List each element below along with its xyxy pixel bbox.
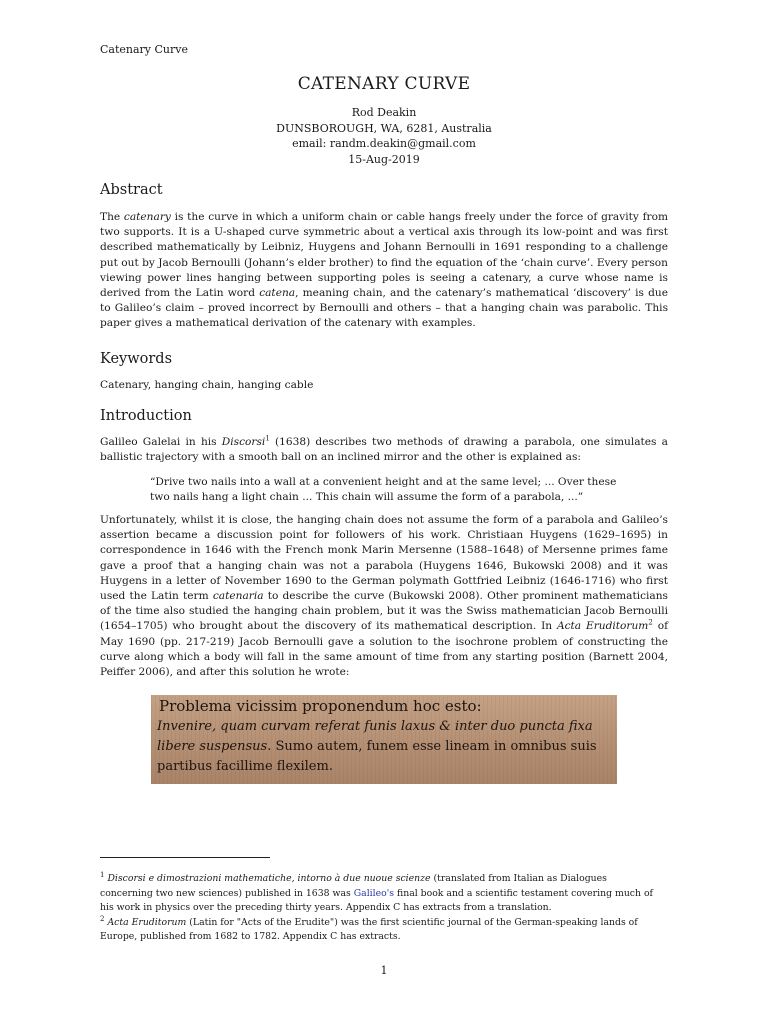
- footnote-ref-1[interactable]: 1: [265, 434, 270, 443]
- abstract-body: The catenary is the curve in which a uniform chain or cable hangs freely under the force of gravity from two supports. It is a U-shaped curve symmetric about a vertical axis through its low-point and was first described mathematically by Leibniz, Huygens and Johann Bernoulli in 1691 responding to a challenge put out by Jacob Bernoulli (Johann’s elder brother) to find the equation of the ‘chain curve’. Every person viewing power lines hanging between supporting poles is seeing a catenary, a curve whose name is derived from the Latin word catena, meaning chain, and the catenary’s mathematical ‘discovery’ is due to Galileo’s claim – proved incorrect by Bernoulli and others – that a hanging chain was parabolic. This paper gives a mathematical derivation of the catenary with examples.: [100, 211, 669, 330]
- latin-text-scan-image: [151, 695, 617, 784]
- footnote-rule: [100, 857, 270, 858]
- intro-paragraph-2: Unfortunately, whilst it is close, the hanging chain does not assume the form of a parabola and Galileo’s assertion became a discussion point for followers of his work. Christiaan Huygens (1629–1695) in correspondence in 1646 with the French monk Marin Mersenne (1588–1648) of Mersenne primes fame gave a proof that a hanging chain was not a parabola (Huygens 1646, Bukowski 2008) and it was Huygens in a letter of November 1690 to the German polymath Gottfried Leibniz (1646-1716) who first used the Latin term catenaria to describe the curve (Bukowski 2008). Other prominent mathematicians of the time also studied the hanging chain problem, but it was the Swiss mathematician Jacob Bernoulli (1654–1705) who brought about the discovery of its mathematical description. In Acta Eruditorum$^2$ of May 1690 (pp. 217-219) Jacob Bernoulli gave a solution to the isochrone problem of constructing the curve along which a body will fall in the same amount of time from any starting position (Barnett 2004, Peiffer 2006), and after this solution he wrote:: [100, 514, 668, 679]
- scan-line-4: partibus facillime flexilem.: [157, 759, 333, 774]
- introduction-heading: Introduction: [100, 408, 192, 424]
- paper-title: CATENARY CURVE: [297, 74, 471, 94]
- author-email[interactable]: email: randm.deakin@gmail.com: [292, 137, 476, 150]
- keywords-text: Catenary, hanging chain, hanging cable: [100, 379, 314, 391]
- footnote-ref-2[interactable]: 2: [648, 618, 653, 627]
- running-head: Catenary Curve: [100, 43, 188, 56]
- author-name: Rod Deakin: [351, 106, 417, 119]
- abstract-heading: Abstract: [100, 182, 163, 198]
- galileo-quote: “Drive two nails into a wall at a convenient height and at the same level; ... Over these two nails hang a light chain ... This chain will assume the form of a parabola, ...”: [150, 476, 617, 504]
- footnote-2: $^2$ Acta Eruditorum (Latin for "Acts of the Erudite") was the first scientific journal of the German-speaking lands of Europe, published from 1682 to 1782. Appendix C has extracts.: [100, 914, 638, 942]
- intro-paragraph-1: Galileo Galelai in his Discorsi$^1$ (1638) describes two methods of drawing a parabola, one simulates a ballistic trajectory with a smooth ball on an inclined mirror and the other is explained as:: [100, 434, 668, 464]
- author-address: DUNSBOROUGH, WA, 6281, Australia: [276, 121, 492, 135]
- scan-line-2: Invenire, quam curvam referat funis laxus & inter duo puncta fixa: [157, 719, 593, 734]
- author-block: [0, 105, 768, 167]
- footnote-1: $^1$ Discorsi e dimostrazioni mathematiche, intorno à due nuoue scienze (translated from Italian as Dialogues concerning two new sciences) published in 1638 was Galileo's final book and a scientific testament covering much of his work in physics over the preceding thirty years. Appendix C has extracts from a translation.: [100, 870, 653, 913]
- galileo-link[interactable]: Galileo's: [353, 887, 395, 899]
- scan-line-3: libere suspensus. Sumo autem, funem esse lineam in omnibus suis: [157, 739, 597, 754]
- footnotes: [100, 872, 660, 945]
- page-number: 1: [380, 964, 388, 977]
- keywords-heading: Keywords: [100, 351, 173, 367]
- scan-line-1: Problema vicissim proponendum hoc esto:: [159, 697, 482, 715]
- paper-date: 15-Aug-2019: [348, 152, 420, 166]
